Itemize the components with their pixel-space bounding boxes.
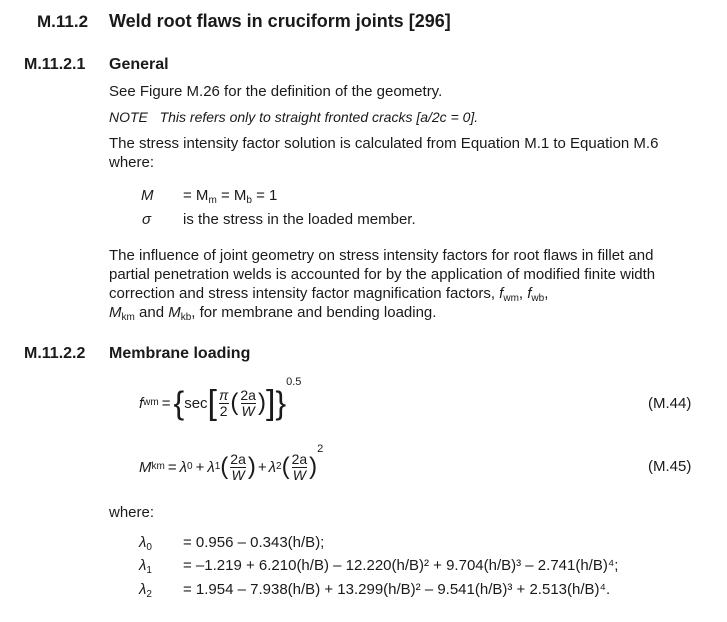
para2-sub-kb: kb [180, 312, 192, 323]
subsection-number-general: M.11.2.1 [24, 56, 86, 73]
eq44-exponent: 0.5 [286, 376, 302, 388]
paragraph-joint-geometry [109, 246, 674, 322]
equation-m45: M km = λ 0 + λ 1 ( $\frac{2a}{W}$ ) + λ 2 ( $\frac{2a}{W}$ ) 2 [139, 443, 324, 483]
note-label: NOTE [109, 109, 148, 125]
eq44-left-bracket: [ [207, 384, 217, 422]
def-M-sub-b: b [246, 195, 252, 206]
where-label: where: [109, 504, 155, 521]
eq45-plus2: + [257, 458, 267, 476]
para2-sub-wb: wb [531, 293, 545, 304]
para2-sub-km: km [121, 312, 135, 323]
lambda1-symbol [139, 557, 183, 574]
lambda2-sym: λ [139, 581, 147, 598]
def-M-part2: = M [216, 187, 247, 204]
eq44-left-paren: ( [230, 389, 239, 416]
lambda2-expression: = 1.954 – 7.938(h/B) + 13.299(h/B)² – 9.541(h/B)³ + 2.513(h/B)⁴. [183, 581, 611, 598]
def-symbol-M [141, 186, 154, 205]
section-title: Weld root flaws in cruciform joints [296] [109, 11, 451, 31]
eq44-right-bracket: ] [265, 384, 276, 422]
lambda1-sym: λ [139, 557, 147, 574]
para2-text: The influence of joint geometry on stress intensity factors for root flaws in fillet and partial penetration welds is accounted for by the application of modified finite width correction and stress intensity factor magnification factors, [109, 247, 656, 302]
def-M-symbol: M [141, 187, 154, 204]
eq45-2a-1: 2a [230, 450, 246, 467]
def-M-expression [183, 186, 277, 205]
eq44-two: 2 [219, 402, 228, 419]
lambda1-expression: = –1.219 + 6.210(h/B) – 12.220(h/B)² + 9.704(h/B)³ – 2.741(h/B)⁴; [183, 557, 619, 574]
lambda2-symbol [139, 581, 183, 598]
eq44-right-brace: } [275, 385, 287, 421]
equation-m44: f wm = { sec [ $\frac{\pi}{2}$ ( $\frac{2a}{W}$ ) ] } 0.5 [139, 376, 302, 422]
eq44-pi-over-2 [218, 388, 229, 419]
section-number: M.11.2 [37, 12, 89, 31]
eq45-W-1: W [231, 466, 245, 483]
def-M-sub-m: m [208, 195, 217, 206]
lambda2-row [139, 581, 610, 598]
eq44-right-paren: ) [257, 389, 266, 416]
subsection-title-general: General [109, 56, 169, 73]
eq44-equals: = [161, 394, 171, 412]
subsection-title-membrane: Membrane loading [109, 345, 251, 362]
eq45-paren1-open: ( [220, 453, 229, 480]
eq45-paren1-close: ) [247, 453, 256, 480]
def-symbol-sigma [142, 210, 151, 229]
def-sigma-text: is the stress in the loaded member. [183, 211, 416, 228]
lambda1-sub: 1 [146, 565, 152, 576]
para2-sep1: , [518, 285, 528, 302]
eq44-pi: π [218, 386, 229, 403]
eq44-f: f [139, 394, 144, 412]
eq45-equals: = [167, 458, 177, 476]
eq45-lambda2: λ [268, 458, 277, 476]
equation-label-m45: (M.45) [648, 458, 692, 475]
eq44-2a: 2a [240, 386, 256, 403]
eq44-sec: sec [184, 394, 208, 412]
eq44-2a-over-W [239, 388, 257, 419]
para2-f2: f [527, 285, 532, 302]
note-block [109, 109, 478, 125]
eq45-frac1 [229, 452, 247, 483]
equation-label-m44: (M.44) [648, 395, 692, 412]
def-M-part3: = 1 [251, 187, 278, 204]
eq45-2a-2: 2a [291, 450, 308, 467]
eq45-paren2-open: ( [281, 453, 290, 480]
para2-M2: M [168, 304, 181, 321]
para2-f1: f [499, 285, 504, 302]
eq45-paren2-close: ) [309, 453, 318, 480]
eq45-plus1: + [195, 458, 205, 476]
eq44-W: W [241, 402, 255, 419]
eq45-exponent: 2 [317, 443, 324, 455]
note-text: This refers only to straight fronted cracks [a/2c = 0]. [159, 109, 479, 125]
lambda2-sub: 2 [146, 589, 152, 600]
paragraph-sif-solution: The stress intensity factor solution is calculated from Equation M.1 to Equation M.6 where: [109, 135, 659, 171]
eq45-frac2 [291, 452, 309, 483]
lambda1-row [139, 557, 618, 574]
def-M-part1: = M [183, 187, 209, 204]
para2-M1: M [109, 304, 122, 321]
def-sigma-symbol: σ [142, 211, 152, 228]
lambda0-sym: λ [139, 534, 147, 551]
para2-and: and [134, 304, 169, 321]
lambda0-expression: = 0.956 – 0.343(h/B); [183, 534, 325, 551]
eq45-lambda0: λ [179, 458, 187, 476]
eq45-W-2: W [292, 466, 306, 483]
eq45-lambda1: λ [207, 458, 215, 476]
eq45-M: M [139, 458, 152, 476]
figure-reference-text: See Figure M.26 for the definition of the geometry. [109, 83, 443, 100]
subsection-number-membrane: M.11.2.2 [24, 345, 86, 362]
lambda0-sub: 0 [146, 542, 152, 553]
lambda0-row [139, 534, 324, 551]
para2-sub-wm: wm [503, 293, 519, 304]
lambda0-symbol [139, 534, 183, 551]
para2-sep2: , [544, 285, 549, 302]
para2-end: , for membrane and bending loading. [191, 304, 437, 321]
eq44-left-brace: { [173, 385, 185, 421]
